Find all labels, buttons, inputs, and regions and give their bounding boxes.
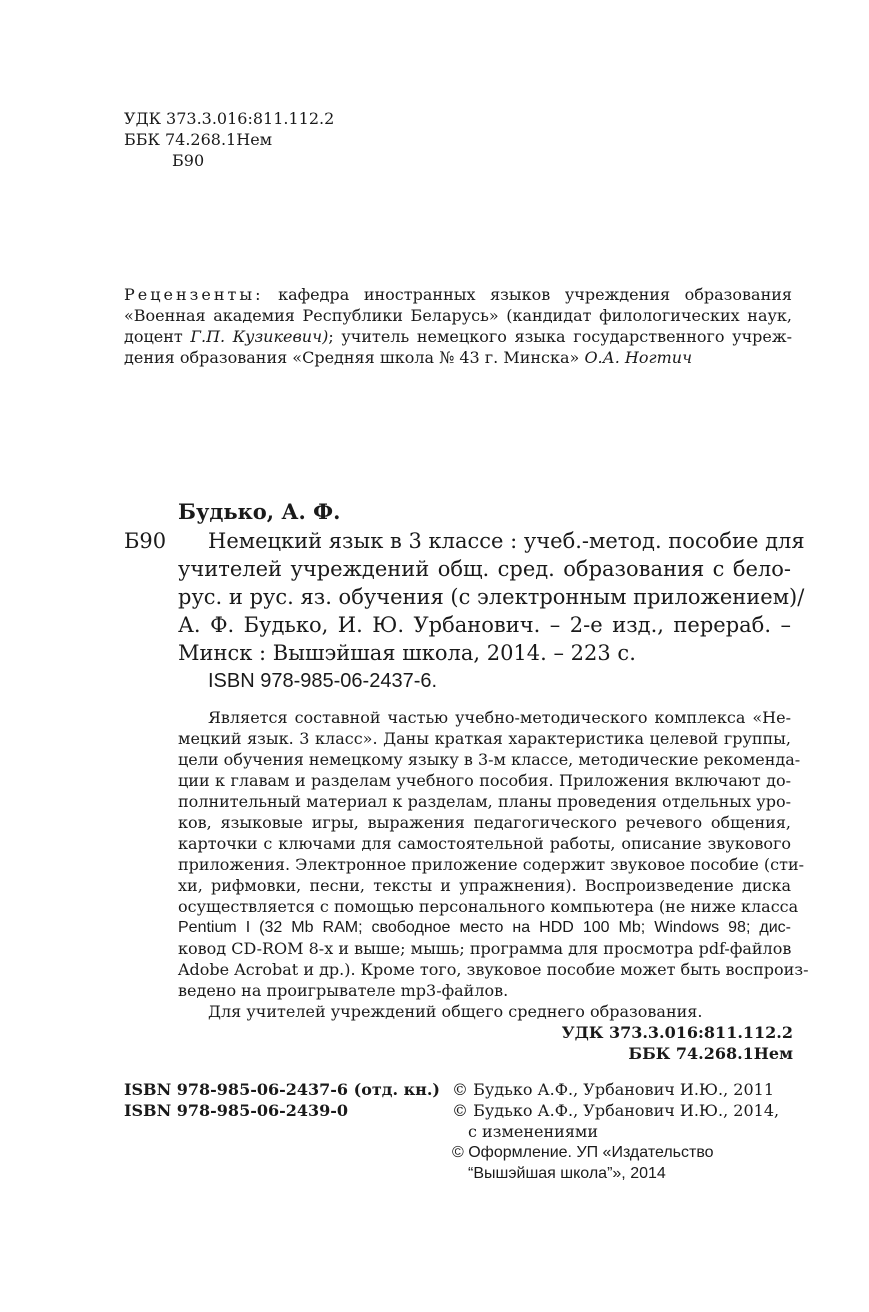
author-mark: Б90 xyxy=(172,151,205,170)
description-line: А. Ф. Будько, И. Ю. Урбанович. – 2-е изд., перераб. – xyxy=(178,613,791,637)
annotation-line: Является составной частью учебно-методического комплекса «Не- xyxy=(208,708,791,727)
description-line: учителей учреждений общ. сред. образования с бело- xyxy=(178,557,791,581)
annotation xyxy=(178,707,809,1022)
book-code: Б90 xyxy=(124,529,167,553)
reviewers-block xyxy=(124,284,792,368)
annotation-line: ции к главам и разделам учебного пособия. Приложения включают до- xyxy=(178,771,791,790)
annotation-line: цели обучения немецкому языку в 3-м классе, методические рекоменда- xyxy=(178,750,801,769)
annotation-line: ков, языковые игры, выражения педагогического речевого общения, xyxy=(178,813,791,832)
reviewer-name: О.А. Ногтич xyxy=(584,348,693,367)
copyright-block xyxy=(452,1079,779,1184)
reviewers-line: «Военная академия Республики Беларусь» (кандидат филологических наук, xyxy=(124,306,792,325)
annotation-line: полнительный материал к разделам, планы проведения отдельных уро- xyxy=(178,792,791,811)
isbn-item: ISBN 978-985-06-2437-6 (отд. кн.) xyxy=(124,1080,440,1099)
annotation-line: хи, рифмовки, песни, тексты и упражнения). Воспроизведение диска xyxy=(178,876,791,895)
description-line: Немецкий язык в 3 классе : учеб.-метод. пособие для xyxy=(208,529,805,553)
footer-udk: УДК 373.3.016:811.112.2 xyxy=(561,1023,793,1042)
footer-bbk: ББК 74.268.1Нем xyxy=(628,1044,793,1063)
copyright-line: с изменениями xyxy=(468,1122,599,1141)
reviewer-name: Г.П. Кузикевич) xyxy=(190,327,329,346)
annotation-line: ведено на проигрывателе mp3-файлов. xyxy=(178,981,509,1000)
reviewers-line: доцент Г.П. Кузикевич); учитель немецкого языка государственного учреж- xyxy=(124,327,792,346)
footer-classification xyxy=(562,1022,793,1064)
annotation-line: Pentium I (32 Mb RAM; свободное место на HDD 100 Mb; Windows 98; дис- xyxy=(178,919,791,936)
udk-code: УДК 373.3.016:811.112.2 xyxy=(124,109,335,128)
copyright-line: © Будько А.Ф., Урбанович И.Ю., 2014, xyxy=(452,1101,780,1120)
copyright-line: © Будько А.Ф., Урбанович И.Ю., 2011 xyxy=(452,1080,774,1099)
annotation-line: мецкий язык. 3 класс». Даны краткая характеристика целевой группы, xyxy=(178,729,791,748)
classification-block xyxy=(124,108,334,171)
annotation-line: карточки с ключами для самостоятельной работы, описание звукового xyxy=(178,834,791,853)
description-line: рус. и рус. яз. обучения (с электронным приложением)/ xyxy=(178,585,805,609)
reviewers-line: Рецензенты: кафедра иностранных языков учреждения образования xyxy=(124,285,792,304)
annotation-line: ковод CD-ROM 8-х и выше; мышь; программа для просмотра pdf-файлов xyxy=(178,939,792,958)
annotation-line: осуществляется с помощью персонального компьютера (не ниже класса xyxy=(178,897,799,916)
target-audience: Для учителей учреждений общего среднего образования. xyxy=(208,1002,703,1021)
reviewers-label: Рецензенты: xyxy=(124,285,264,304)
bbk-code: ББК 74.268.1Нем xyxy=(124,130,273,149)
book-author: Будько, А. Ф. xyxy=(178,499,341,524)
annotation-line: приложения. Электронное приложение содержит звуковое пособие (сти- xyxy=(178,855,805,874)
copyright-line: “Вышэйшая школа”», 2014 xyxy=(468,1165,666,1182)
isbn-item: ISBN 978-985-06-2439-0 xyxy=(124,1101,349,1120)
isbn-list xyxy=(124,1079,440,1121)
bibliographic-description xyxy=(178,527,805,695)
book-isbn: ISBN 978-985-06-2437-6. xyxy=(208,670,438,692)
copyright-line: © Оформление. УП «Издательство xyxy=(452,1144,714,1161)
description-line: Минск : Вышэйшая школа, 2014. – 223 с. xyxy=(178,641,636,665)
annotation-line: Adobe Acrobat и др.). Кроме того, звуковое пособие может быть воспроиз- xyxy=(178,960,809,979)
reviewers-line: дения образования «Средняя школа № 43 г. Минска» О.А. Ногтич xyxy=(124,348,693,367)
